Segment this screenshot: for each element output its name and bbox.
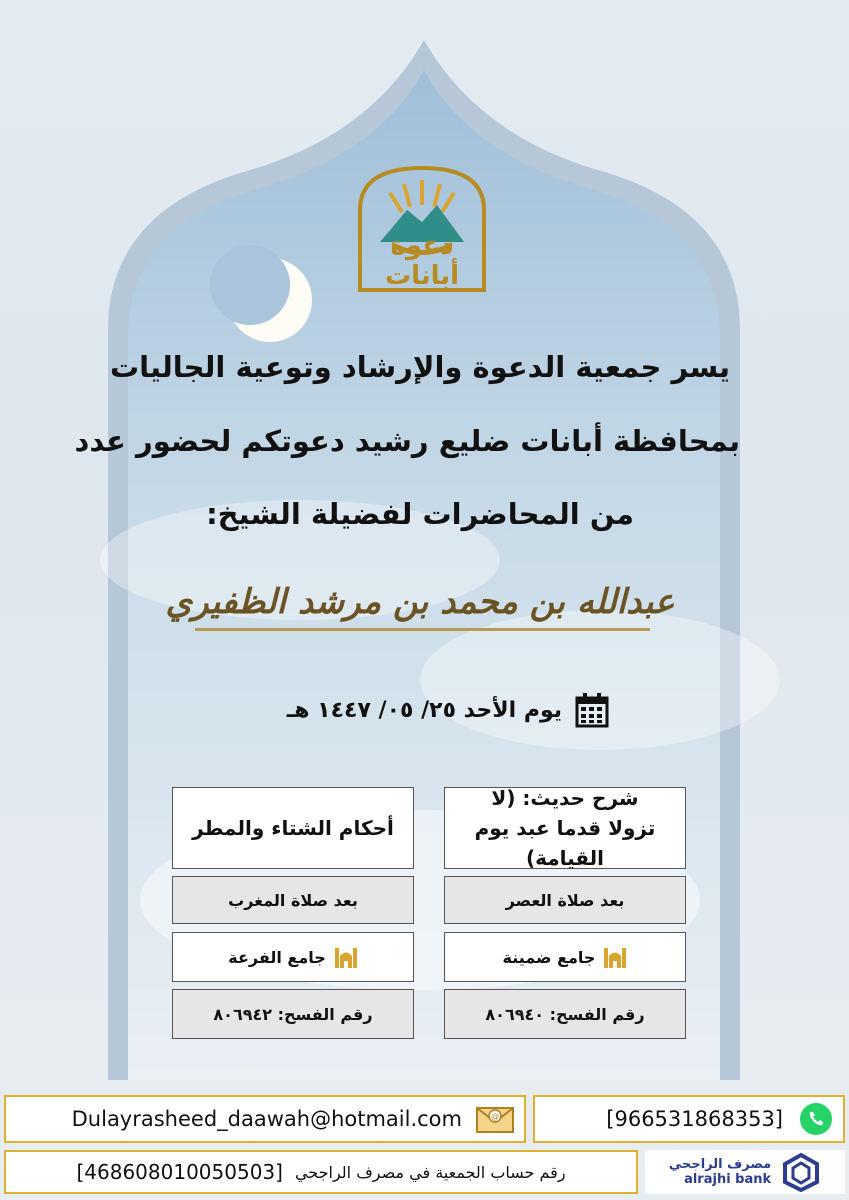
lecture-1-time <box>444 876 686 924</box>
mosque-icon <box>334 946 358 968</box>
lecture-2-mosque-text: جامع الفرعة <box>228 947 326 967</box>
intro-line-2: بمحافظة أبانات ضليع رشيد دعوتكم لحضور عدد <box>74 424 740 458</box>
lecture-2-room-text: رقم الفسح: ٨٠٦٩٤٢ <box>213 1004 373 1024</box>
lecture-2-title <box>172 787 414 869</box>
lecture-2-time <box>172 876 414 924</box>
bank-account <box>4 1150 638 1194</box>
phone-contact[interactable] <box>533 1095 845 1143</box>
sheikh-name-underline <box>195 628 650 631</box>
lecture-1-mosque <box>444 932 686 982</box>
lecture-1-room <box>444 989 686 1039</box>
email-envelope-icon <box>476 1104 514 1134</box>
alrajhi-bank-logo-icon <box>781 1152 821 1192</box>
bank-name-arabic: مصرف الراجحي <box>668 1157 772 1172</box>
svg-text:@: @ <box>491 1112 499 1121</box>
phone-number[interactable]: [966531868353] <box>606 1107 783 1131</box>
event-date: يوم الأحد ٢٥/ ٠٥/ ١٤٤٧ هـ <box>286 697 562 723</box>
logo-text: دعوة أبانات <box>384 231 460 291</box>
lecture-2-room <box>172 989 414 1039</box>
intro-line-3: من المحاضرات لفضيلة الشيخ: <box>206 497 634 531</box>
organization-logo <box>352 160 492 295</box>
bank-account-number[interactable]: [468608010050503] <box>76 1160 283 1184</box>
bank-name-english: alrajhi bank <box>684 1172 772 1187</box>
date-row <box>240 688 610 732</box>
lecture-1-room-text: رقم الفسح: ٨٠٦٩٤٠ <box>485 1004 645 1024</box>
intro-line-1: يسر جمعية الدعوة والإرشاد وتوعية الجاليات <box>109 350 730 384</box>
sheikh-name: عبدالله بن محمد بن مرشد الظفيري <box>165 582 675 622</box>
lecture-2-mosque <box>172 932 414 982</box>
lecture-1-title <box>444 787 686 869</box>
bank-logo <box>645 1150 845 1194</box>
email-contact[interactable] <box>4 1095 526 1143</box>
lecture-1-time-text: بعد صلاة العصر <box>505 890 625 910</box>
lecture-2-time-text: بعد صلاة المغرب <box>228 890 358 910</box>
calendar-icon <box>574 692 610 728</box>
bank-account-label: رقم حساب الجمعية في مصرف الراجحي <box>294 1162 566 1182</box>
mosque-icon <box>603 946 627 968</box>
lecture-2-title-text: أحكام الشتاء والمطر <box>192 816 394 840</box>
whatsapp-icon <box>799 1102 833 1136</box>
lecture-1-mosque-text: جامع ضمينة <box>502 947 596 967</box>
lecture-1-title-text: شرح حديث: (لا تزولا قدما عبد يوم القيامة) <box>474 786 656 870</box>
email-address[interactable]: Dulayrasheed_daawah@hotmail.com <box>71 1107 462 1131</box>
